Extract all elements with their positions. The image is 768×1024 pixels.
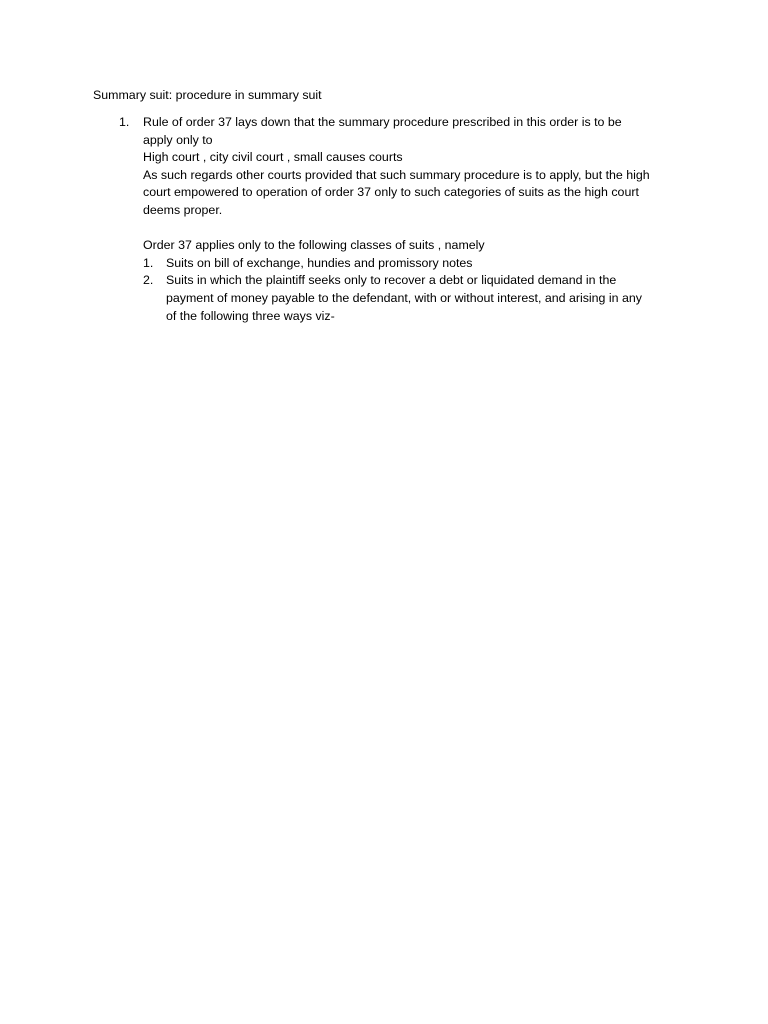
classes-intro: Order 37 applies only to the following classes of suits , namely (143, 238, 485, 253)
paragraph-line: Suits in which the plaintiff seeks only to recover a debt or liquidated demand in the (166, 273, 617, 288)
paragraph-line: As such regards other courts provided that such summary procedure is to apply, but the high (143, 167, 650, 182)
paragraph-line: payment of money payable to the defendant, with or without interest, and arising in any (166, 290, 642, 305)
paragraph-line: Suits on bill of exchange, hundies and promissory notes (166, 255, 473, 270)
classes-list-item-2 (143, 272, 683, 325)
list-item-number: 1. (119, 115, 130, 129)
paragraph-line: deems proper. (143, 202, 223, 217)
paragraph-line: of the following three ways viz- (166, 308, 335, 323)
list-item-body (143, 114, 683, 325)
classes-list (143, 255, 683, 325)
document-title: Summary suit: procedure in summary suit (93, 88, 322, 102)
list-item-number: 1. (143, 255, 154, 270)
paragraph-line: Rule of order 37 lays down that the summary procedure prescribed in this order is to be (143, 115, 622, 129)
classes-list-item-1 (143, 255, 683, 273)
paragraph-line: court empowered to operation of order 37 only to such categories of suits as the high court (143, 185, 639, 200)
paragraph-line: apply only to (143, 132, 213, 147)
paragraph-line: High court , city civil court , small causes courts (143, 150, 403, 165)
blank-line (143, 220, 683, 238)
list-item-number: 2. (143, 273, 154, 288)
